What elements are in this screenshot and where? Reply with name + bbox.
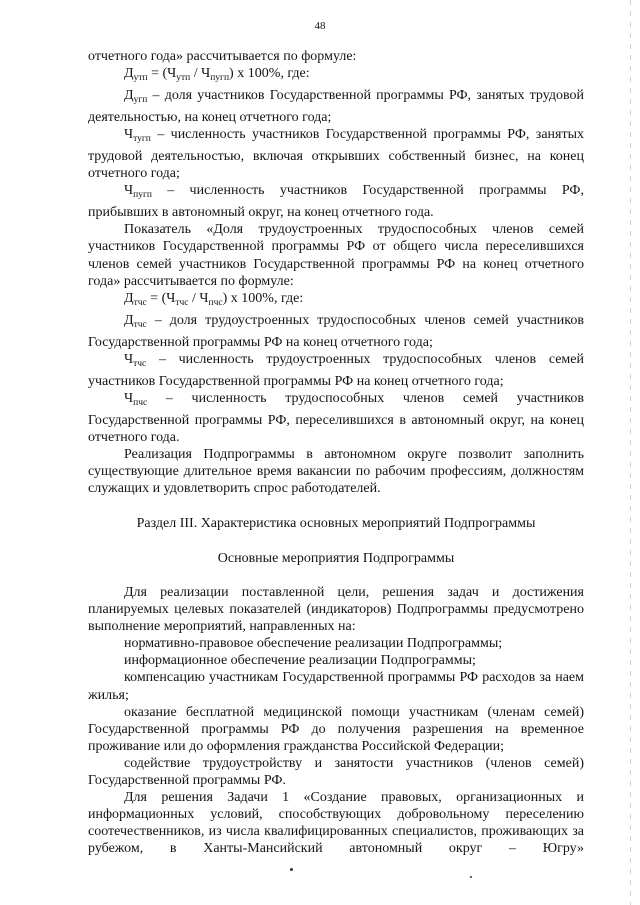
paragraph: $Д_{угп}$ – доля участников Государственной программы РФ, занятых трудовой деятельностью, на конец отчетного года; [88,88,584,126]
scan-speck [470,876,472,878]
list-item: компенсацию участникам Государственной программы РФ расходов за наем жилья; [88,670,584,703]
list-item: оказание бесплатной медицинской помощи участникам (членам семей) Государственной программы РФ до получения разрешения на временное проживание или до оформления гражданства Российской Федерации; [88,704,584,754]
page-number: 48 [314,20,326,32]
paragraph: $Ч_{пчс}$ – численность трудоспособных членов семей участников Государственной программы РФ, переселившихся в автономный округ, на конец отчетного года. [88,390,584,445]
scan-speck [290,868,293,871]
paragraph: $Д_{тчс}$ – доля трудоустроенных трудоспособных членов семей участников Государственной программы РФ на конец отчетного года; [88,312,584,350]
section-heading: Раздел III. Характеристика основных мероприятий Подпрограммы [136,516,536,532]
paragraph: $Ч_{пугп}$ – численность участников Государственной программы РФ, прибывших в автономный округ, на конец отчетного года. [88,183,584,221]
paragraph: отчетного года» рассчитывается по формуле: [88,49,357,64]
subsection-heading: Основные мероприятия Подпрограммы [217,551,455,567]
document-body [88,48,584,857]
formula-line: $Д_{утп} = (Ч_{утп} / Ч_{пугп})$ x 100%, где: [124,66,310,84]
paragraph: Показатель «Доля трудоустроенных трудоспособных членов семей участников Государственной программы РФ от общего числа переселившихся членов семей участников Государственной программы РФ на конец отчетного года» рассчитывается по формуле: [88,222,584,289]
scan-edge [630,0,631,905]
list-item: содействие трудоустройству и занятости участников (членов семей) Государственной программы РФ. [88,755,584,788]
paragraph: Для реализации поставленной цели, решения задач и достижения планируемых целевых показателей (индикаторов) Подпрограммы предусмотрено выполнение мероприятий, направленных на: [88,585,584,635]
paragraph: Реализация Подпрограммы в автономном округе позволит заполнить существующие длительное время вакансии по рабочим профессиям, должностям служащих и удовлетворить спрос работодателей. [88,446,584,497]
formula-line: $Д_{тчс} = (Ч_{тчс} / Ч_{пчс})$ x 100%, где: [124,290,304,308]
paragraph: $Ч_{тчс}$ – численность трудоустроенных трудоспособных членов семей участников Государственной программы РФ на конец отчетного года; [88,351,584,389]
paragraph: $Ч_{тугп}$ – численность участников Государственной программы РФ, занятых трудовой деятельностью, включая открывших собственный бизнес, на конец отчетного года; [88,127,584,182]
list-item: информационное обеспечение реализации Подпрограммы; [124,653,476,669]
list-item: нормативно-правовое обеспечение реализации Подпрограммы; [124,636,503,652]
paragraph: Для решения Задачи 1 «Создание правовых, организационных и информационных условий, способствующих добровольному переселению соотечественников, из числа квалифицированных специалистов, проживающих за рубежом, в Ханты-Мансийский автономный округ – Югру» [88,789,584,856]
